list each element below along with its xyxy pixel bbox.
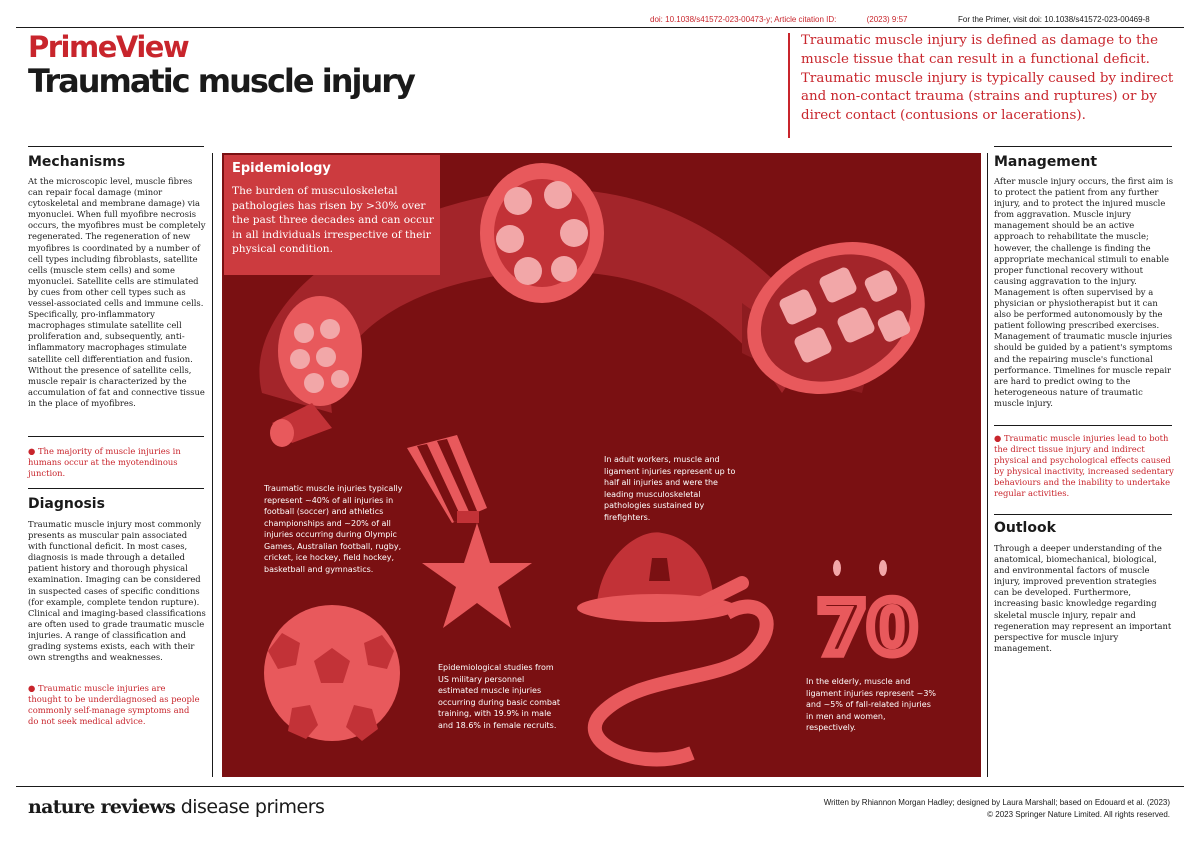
muscle-cross-section-right-icon [722,214,950,422]
top-divider [16,27,1184,28]
journal-name-light: disease primers [180,796,325,818]
intro-text: Traumatic muscle injury is defined as damage to the muscle tissue that can result in a functional deficit. Traumatic muscle injury is typically caused by indirect and non-contact trauma (strains and ruptures) or by direct contact (contusions or lacerations). [801,33,1174,124]
fact-sports: Traumatic muscle injuries typically represent ~40% of all injuries in football (soccer) and athletics championships and ~20% of all injuries occurring during Olympic Games, Australian football, rugby, cricket, ice hockey, field hockey, basketball and gymnastics. [264,484,403,574]
journal-name-bold: nature reviews [28,796,176,818]
football-icon [264,605,400,741]
journal-logo [28,796,324,818]
citation-text: (2023) 9:57 [866,15,908,24]
birthday-candles-icon [817,560,917,670]
medal-icon [407,435,532,628]
diagnosis-heading: Diagnosis [28,496,105,512]
left-column-rule [212,153,213,777]
muscle-cross-section-top-icon [480,163,604,303]
copyright-line: © 2023 Springer Nature Limited. All rights reserved. [987,810,1170,819]
brand-title: PrimeView [28,30,189,64]
mechanisms-body: At the microscopic level, muscle fibres can repair focal damage (minor cytoskeletal and membrane damage) via myonuclei. When full myofibre necrosis occurs, the myofibres must be completely regenerated. The regeneration of new myofibres is coordinated by a number of cell types including fibroblasts, satellite cells (muscle stem cells) and some myonuclei. Satellite cells are stimulated by cues from other cell types such as vessel-associated cells and immune cells. Specifically, pro-inflammatory macrophages stimulate satellite cell proliferation and, subsequently, anti-inflammatory macrophages stimulate satellite cell differentiation and fusion. Without the presence of satellite cells, muscle repair is characterized by the accumulation of fat and connective tissue in the place of myofibres. [28,176,206,408]
right-column-rule [987,153,988,777]
page-title: Traumatic muscle injury [28,62,414,100]
candle-number: 70 [817,586,918,670]
primer-link[interactable]: For the Primer, visit doi: 10.1038/s41572-023-00469-8 [958,15,1150,24]
diagnosis-note: ● Traumatic muscle injuries are thought to be underdiagnosed as people commonly self-manage symptoms and do not seek medical advice. [28,683,200,727]
outlook-body: Through a deeper understanding of the anatomical, biomechanical, biological, and environmental factors of muscle injury, improved prevention strategies can be developed. Furthermore, increasing basic knowledge regarding skeletal muscle injury, repair and regeneration may represent an important perspective for muscle injury management. [994,543,1172,653]
footer-divider [16,786,1184,787]
mechanisms-note: ● The majority of muscle injuries in humans occur at the myotendinous junction. [28,446,181,479]
intro-accent-bar [788,33,790,138]
credit-line: Written by Rhiannon Morgan Hadley; designed by Laura Marshall; based on Edouard et al. (2023) [823,798,1170,807]
management-body: After muscle injury occurs, the first aim is to protect the patient from any further injury, and to protect the injured muscle from aggravation. Muscle injury management should be an active approach to rehabilitate the muscle; however, the challenge is finding the appropriate mechanical stimuli to enable proper functional recovery without causing aggravation to the injury. Management is often supervised by a physician or physiotherapist but it can also be performed autonomously by the patient following prescribed exercises. Management of traumatic muscle injuries should be guided by a patient's symptoms and the repairing muscle's functional performance. Timelines for muscle repair are hard to predict owing to the heterogeneous nature of traumatic muscle injury. [994,176,1174,408]
epidemiology-heading: Epidemiology [232,161,331,176]
mechanisms-heading: Mechanisms [28,154,126,170]
fact-elderly: In the elderly, muscle and ligament injuries represent ~3% and ~5% of fall-related injuries in men and women, respectively. [806,677,937,732]
doi-citation [650,15,908,24]
outlook-heading: Outlook [994,520,1056,536]
management-heading: Management [994,154,1098,170]
fact-workers: In adult workers, muscle and ligament injuries represent up to half all injuries and were the leading musculoskeletal pathologies sustained by firefighters. [604,455,736,522]
firefighter-helmet-icon [577,532,767,759]
mechanisms-note-divider [28,436,204,437]
epidemiology-text: The burden of musculoskeletal pathologies has risen by >30% over the past three decades and can occur in all individuals irrespective of their physical condition. [232,185,434,256]
diagnosis-divider [28,488,204,489]
doi-text[interactable]: doi: 10.1038/s41572-023-00473-y; Article citation ID: [650,15,837,24]
outlook-divider [994,514,1172,515]
management-note: ● Traumatic muscle injuries lead to both the direct tissue injury and indirect physical and psychological effects caused by physical inactivity, increased sedentary behaviours and the inability to undertake regular activities. [994,433,1174,499]
management-note-divider [994,425,1172,426]
fact-military: Epidemiological studies from US military personnel estimated muscle injuries occurring during basic combat training, with 19.9% in male and 18.6% in female recruits. [438,663,560,730]
left-top-divider [28,146,204,147]
diagnosis-body: Traumatic muscle injury most commonly presents as muscular pain associated with functional deficit. In most cases, diagnosis is made through a detailed patient history and thorough physical examination. Imaging can be considered in suspected cases of specific conditions (for example, complete tendon rupture). Clinical and imaging-based classifications are often used to grade traumatic muscle injuries. A range of classification and grading systems exists, each with their own strengths and weaknesses. [28,519,206,663]
right-top-divider [994,146,1172,147]
